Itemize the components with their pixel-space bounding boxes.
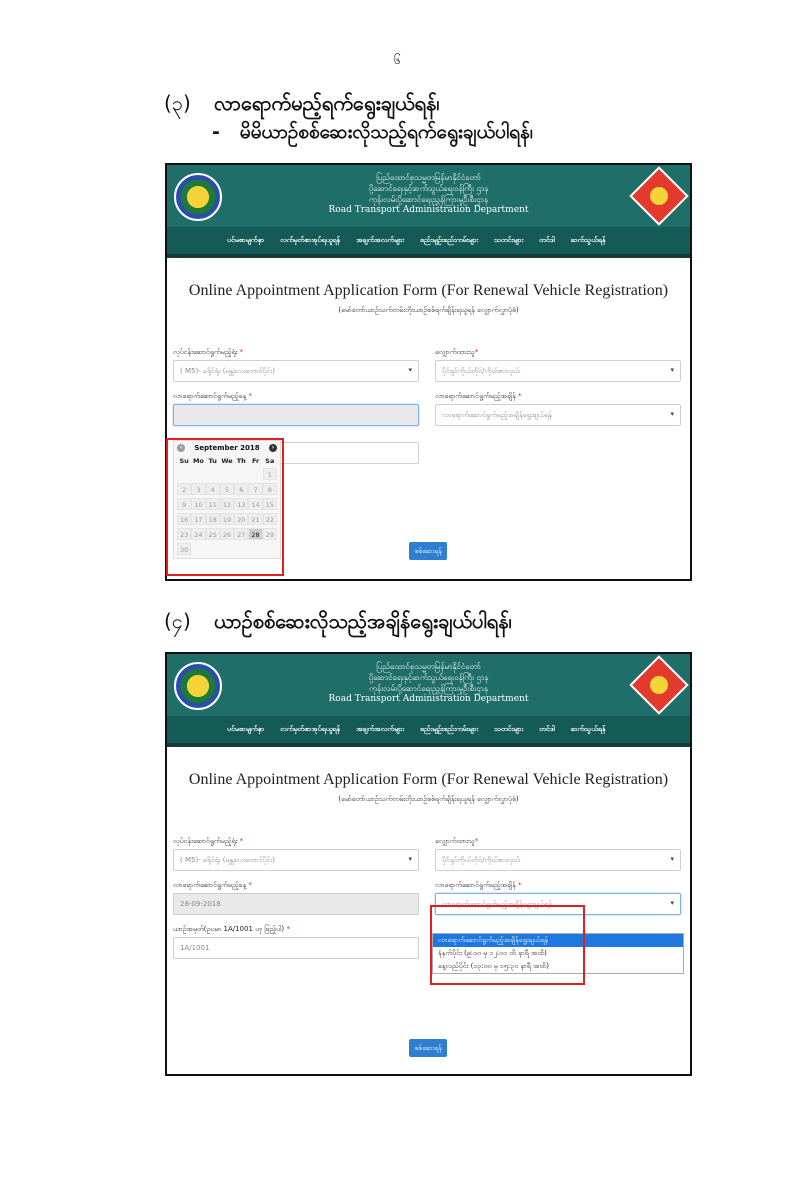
calendar-day[interactable]: 28 [248, 528, 262, 540]
nav-license[interactable]: လက်မှတ်စာအုပ်ရယူရန် [280, 724, 341, 733]
calendar-day[interactable]: 23 [177, 528, 191, 540]
nav-bar [167, 227, 690, 257]
calendar-day[interactable]: 15 [263, 498, 277, 510]
time-select[interactable]: လာရောက်ဆောင်ရွက်မည့်အချိန်ရွေးချယ်ရန် ▾ [435, 404, 681, 426]
nav-contact[interactable]: ဆက်သွယ်ရန် [570, 724, 606, 733]
calendar-day[interactable]: 20 [234, 513, 248, 525]
day-name: We [221, 457, 233, 465]
section-3-number: (၃) [164, 91, 191, 115]
office-label: လုပ်ငန်းဆောင်ရွက်မည့်ရုံး * [173, 348, 244, 356]
office-select[interactable]: ( M5)- ခရိုင်ရုံး (မန္တလေးတောင်ပိုင်း) ▾ [173, 849, 419, 871]
nav-tender[interactable]: တင်ဒါ [539, 724, 555, 733]
form-panel [167, 746, 690, 1076]
applicant-label: လျှောက်ထားသူ* [435, 348, 479, 356]
calendar-day[interactable]: 30 [177, 543, 191, 555]
chevron-down-icon: ▾ [670, 899, 674, 907]
page-number: ၆ [394, 53, 401, 67]
banner-text [167, 661, 690, 705]
calendar-day[interactable]: 4 [206, 483, 220, 495]
banner-text [167, 172, 690, 216]
calendar-day[interactable]: 24 [191, 528, 205, 540]
date-label: လာရောက်ဆောင်ရွက်မည့်နေ့ * [173, 392, 252, 400]
plate-input-partial[interactable] [273, 442, 419, 464]
nav-bar [167, 716, 690, 746]
day-name: Th [236, 457, 246, 465]
date-input[interactable]: 28-09-2018 [173, 893, 419, 915]
chevron-down-icon: ▾ [670, 410, 674, 418]
nav-home[interactable]: ပင်မစာမျက်နှာ [227, 724, 265, 733]
calendar-day[interactable]: 25 [206, 528, 220, 540]
nav-license[interactable]: လက်မှတ်စာအုပ်ရယူရန် [280, 235, 341, 244]
right-column [435, 348, 681, 436]
calendar-month: September 2018 [194, 444, 260, 452]
section-4-number: (၄) [164, 609, 191, 633]
calendar-day[interactable]: 2 [177, 483, 191, 495]
nav-news[interactable]: သတင်းများ [494, 724, 524, 733]
left-column [173, 837, 419, 969]
prev-month-icon[interactable]: ‹ [177, 444, 185, 452]
time-label: လာရောက်ဆောင်ရွက်မည့်အချိန် * [435, 881, 522, 889]
calendar-day[interactable]: 9 [177, 498, 191, 510]
header-line-1: ပြည်ထောင်စုသမ္မတမြန်မာနိုင်ငံတော် [376, 662, 481, 671]
section-3-subheading [212, 120, 533, 148]
calendar-day[interactable]: 19 [220, 513, 234, 525]
calendar-day[interactable]: 8 [263, 483, 277, 495]
calendar-day[interactable]: 29 [263, 528, 277, 540]
office-select[interactable]: ( M5)- ခရိုင်ရုံး (မန္တလေးတောင်ပိုင်း) ▾ [173, 360, 419, 382]
chevron-down-icon: ▾ [408, 366, 412, 374]
header-line-1: ပြည်ထောင်စုသမ္မတမြန်မာနိုင်ငံတော် [376, 173, 481, 182]
form-title: Online Appointment Application Form (For Renewal Vehicle Registration) [188, 282, 669, 299]
header-line-3: ကုန်းလမ်းပို့ဆောင်ရေးညွှန်ကြားမှုဦးစီးဌာန [369, 684, 488, 693]
office-label: လုပ်ငန်းဆောင်ရွက်မည့်ရုံး * [173, 837, 244, 845]
nav-rules[interactable]: စည်းမျဉ်းစည်းကမ်းများ [419, 724, 479, 733]
day-name: Su [179, 457, 189, 465]
next-month-icon[interactable]: › [269, 444, 277, 452]
submit-button[interactable]: စစ်ဆေးရန် [409, 542, 447, 560]
calendar-day[interactable]: 21 [248, 513, 262, 525]
form-subtitle: (မော်တော်ယာဉ်သက်တမ်းတိုးယာဉ်စစ်ရက်ချိန်းရယူရန် လျှောက်လွှာပုံစံ) [338, 306, 519, 314]
chevron-down-icon: ▾ [408, 855, 412, 863]
time-option-afternoon[interactable]: နေ့လည်ပိုင်း (၁၃:၀၀ မှ ၁၅:၃၀ နာရီ အထိ) [438, 962, 549, 970]
calendar-day[interactable]: 13 [234, 498, 248, 510]
section-3-heading [164, 90, 440, 120]
header-line-3: ကုန်းလမ်းပို့ဆောင်ရေးညွှန်ကြားမှုဦးစီးဌာန [369, 195, 488, 204]
nav-home[interactable]: ပင်မစာမျက်နှာ [227, 235, 265, 244]
chevron-down-icon: ▾ [670, 366, 674, 374]
header-english: Road Transport Administration Department [328, 205, 529, 215]
time-select[interactable]: လာရောက်ဆောင်ရွက်မည့်အချိန်ရွေးချယ်ရန် ▾ [435, 893, 681, 915]
calendar-day[interactable]: 12 [220, 498, 234, 510]
section-3-subtitle: မိမိယာဉ်စစ်ဆေးလိုသည့်ရက်ရွေးချယ်ပါရန်၊ [239, 121, 533, 143]
chevron-down-icon: ▾ [670, 855, 674, 863]
calendar-day[interactable]: 22 [263, 513, 277, 525]
section-4-heading [164, 608, 512, 638]
applicant-select[interactable]: ပိုင်ရှင်ကိုယ်တိုင်/ကိုယ်စားလှယ် ▾ [435, 360, 681, 382]
nav-info[interactable]: အချက်အလက်များ [356, 235, 404, 244]
day-name: Mo [192, 457, 204, 465]
plate-input[interactable]: 1A/1001 [173, 937, 419, 959]
day-name: Tu [208, 457, 217, 465]
day-name: Sa [265, 457, 275, 465]
date-input[interactable] [173, 404, 419, 426]
date-label: လာရောက်ဆောင်ရွက်မည့်နေ့ * [173, 881, 252, 889]
highlight-box-calendar [166, 438, 284, 576]
nav-info[interactable]: အချက်အလက်များ [356, 724, 404, 733]
form-subtitle: (မော်တော်ယာဉ်သက်တမ်းတိုးယာဉ်စစ်ရက်ချိန်းရယူရန် လျှောက်လွှာပုံစံ) [338, 795, 519, 803]
header-english: Road Transport Administration Department [328, 694, 529, 704]
day-name: Fr [251, 457, 260, 465]
calendar-day[interactable]: 1 [263, 468, 277, 480]
calendar-day[interactable]: 18 [206, 513, 220, 525]
screenshot-time-select [165, 652, 692, 1076]
calendar-day[interactable]: 11 [206, 498, 220, 510]
time-option-morning[interactable]: နံနက်ပိုင်း (၉:၀၀ မှ ၁၂:၀၀ ထိ နာရီ အထိ) [438, 949, 547, 957]
nav-tender[interactable]: တင်ဒါ [539, 235, 555, 244]
site-banner [167, 165, 690, 227]
site-banner [167, 654, 690, 716]
calendar-day[interactable]: 5 [220, 483, 234, 495]
form-title: Online Appointment Application Form (For Renewal Vehicle Registration) [188, 771, 669, 788]
calendar-day[interactable]: 3 [191, 483, 205, 495]
header-line-2: ပို့ဆောင်ရေးနှင့်ဆက်သွယ်ရေးဝန်ကြီး ဌာန [368, 673, 489, 682]
bullet-dash: - [212, 121, 220, 143]
nav-contact[interactable]: ဆက်သွယ်ရန် [570, 235, 606, 244]
highlight-box-time [430, 905, 585, 985]
calendar-day[interactable]: 16 [177, 513, 191, 525]
calendar-day[interactable]: 6 [234, 483, 248, 495]
applicant-label: လျှောက်ထားသူ* [435, 837, 479, 845]
submit-button[interactable]: စစ်ဆေးရန် [409, 1039, 447, 1057]
calendar-day[interactable]: 17 [191, 513, 205, 525]
section-4-title: ယာဉ်စစ်ဆေးလိုသည့်အချိန်ရွေးချယ်ပါရန်၊ [214, 609, 512, 633]
nav-rules[interactable]: စည်းမျဉ်းစည်းကမ်းများ [419, 235, 479, 244]
calendar-day[interactable]: 27 [234, 528, 248, 540]
plate-label: ယာဉ်အမှတ်(ဥပမာ 1A/1001 ဟု ဖြည့်ပါ) * [173, 925, 290, 933]
section-3-title: လာရောက်မည့်ရက်ရွေးချယ်ရန်၊ [214, 91, 440, 115]
calendar-day[interactable]: 7 [248, 483, 262, 495]
applicant-select[interactable]: ပိုင်ရှင်ကိုယ်တိုင်/ကိုယ်စားလှယ် ▾ [435, 849, 681, 871]
calendar-day[interactable]: 10 [191, 498, 205, 510]
time-label: လာရောက်ဆောင်ရွက်မည့်အချိန် * [435, 392, 522, 400]
time-option-placeholder[interactable]: လာရောက်ဆောင်ရွက်မည့်အချိန်ရွေးချယ်ရန် [433, 934, 683, 947]
calendar-day[interactable]: 26 [220, 528, 234, 540]
calendar-day[interactable]: 14 [248, 498, 262, 510]
header-line-2: ပို့ဆောင်ရေးနှင့်ဆက်သွယ်ရေးဝန်ကြီး ဌာန [368, 184, 489, 193]
nav-news[interactable]: သတင်းများ [494, 235, 524, 244]
